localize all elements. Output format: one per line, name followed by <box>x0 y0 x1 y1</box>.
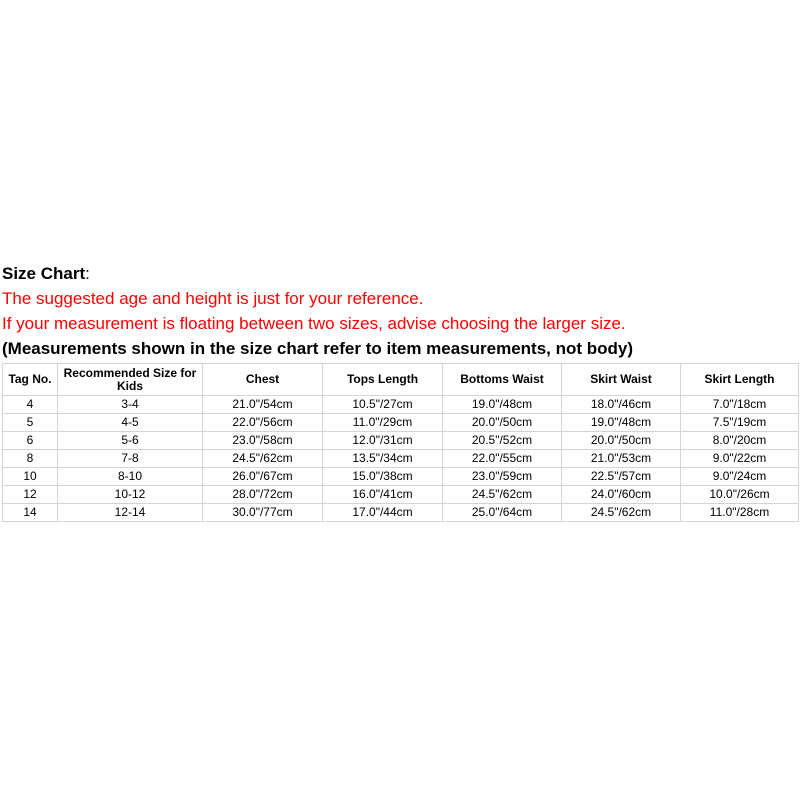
cell-tops-length: 10.5"/27cm <box>323 396 443 414</box>
cell-chest: 21.0"/54cm <box>203 396 323 414</box>
cell-tops-length: 15.0"/38cm <box>323 468 443 486</box>
cell-tops-length: 16.0"/41cm <box>323 486 443 504</box>
cell-recommended-size: 8-10 <box>58 468 203 486</box>
cell-skirt-length: 10.0"/26cm <box>681 486 799 504</box>
cell-skirt-waist: 22.5"/57cm <box>562 468 681 486</box>
cell-skirt-length: 8.0"/20cm <box>681 432 799 450</box>
cell-skirt-waist: 24.5"/62cm <box>562 504 681 522</box>
cell-skirt-waist: 19.0"/48cm <box>562 414 681 432</box>
cell-tag-no: 6 <box>3 432 58 450</box>
cell-skirt-length: 9.0"/24cm <box>681 468 799 486</box>
cell-tag-no: 5 <box>3 414 58 432</box>
table-row <box>3 504 799 522</box>
cell-recommended-size: 3-4 <box>58 396 203 414</box>
table-row <box>3 396 799 414</box>
cell-bottoms-waist: 25.0"/64cm <box>443 504 562 522</box>
cell-recommended-size: 4-5 <box>58 414 203 432</box>
cell-recommended-size: 12-14 <box>58 504 203 522</box>
cell-chest: 26.0"/67cm <box>203 468 323 486</box>
cell-tag-no: 8 <box>3 450 58 468</box>
table-row <box>3 468 799 486</box>
header-skirt-waist: Skirt Waist <box>562 364 681 396</box>
cell-tag-no: 14 <box>3 504 58 522</box>
cell-skirt-waist: 18.0"/46cm <box>562 396 681 414</box>
cell-bottoms-waist: 22.0"/55cm <box>443 450 562 468</box>
cell-recommended-size: 7-8 <box>58 450 203 468</box>
table-row <box>3 432 799 450</box>
measurement-note: (Measurements shown in the size chart refer to item measurements, not body) <box>2 339 634 358</box>
table-row <box>3 450 799 468</box>
cell-bottoms-waist: 20.5"/52cm <box>443 432 562 450</box>
cell-skirt-waist: 20.0"/50cm <box>562 432 681 450</box>
cell-chest: 23.0"/58cm <box>203 432 323 450</box>
cell-recommended-size: 10-12 <box>58 486 203 504</box>
cell-skirt-length: 7.5"/19cm <box>681 414 799 432</box>
cell-skirt-length: 9.0"/22cm <box>681 450 799 468</box>
size-chart-title-colon: : <box>85 264 90 283</box>
cell-skirt-length: 11.0"/28cm <box>681 504 799 522</box>
header-chest: Chest <box>203 364 323 396</box>
cell-tops-length: 11.0"/29cm <box>323 414 443 432</box>
size-chart-heading <box>2 261 798 286</box>
table-row <box>3 414 799 432</box>
cell-tops-length: 12.0"/31cm <box>323 432 443 450</box>
size-chart-section <box>2 261 798 522</box>
sizing-advice-note: If your measurement is floating between two sizes, advise choosing the larger size. <box>2 314 626 333</box>
cell-bottoms-waist: 19.0"/48cm <box>443 396 562 414</box>
cell-tops-length: 17.0"/44cm <box>323 504 443 522</box>
cell-tag-no: 12 <box>3 486 58 504</box>
header-tops-length: Tops Length <box>323 364 443 396</box>
cell-recommended-size: 5-6 <box>58 432 203 450</box>
cell-skirt-waist: 24.0"/60cm <box>562 486 681 504</box>
cell-bottoms-waist: 20.0"/50cm <box>443 414 562 432</box>
header-recommended-size: Recommended Size for Kids <box>58 364 203 396</box>
cell-tag-no: 10 <box>3 468 58 486</box>
header-bottoms-waist: Bottoms Waist <box>443 364 562 396</box>
cell-skirt-waist: 21.0"/53cm <box>562 450 681 468</box>
size-chart-title: Size Chart <box>2 264 86 283</box>
cell-chest: 24.5"/62cm <box>203 450 323 468</box>
header-skirt-length: Skirt Length <box>681 364 799 396</box>
cell-chest: 30.0"/77cm <box>203 504 323 522</box>
cell-bottoms-waist: 23.0"/59cm <box>443 468 562 486</box>
header-tag-no: Tag No. <box>3 364 58 396</box>
table-row <box>3 486 799 504</box>
table-header-row <box>3 364 799 396</box>
cell-chest: 28.0"/72cm <box>203 486 323 504</box>
cell-tag-no: 4 <box>3 396 58 414</box>
cell-skirt-length: 7.0"/18cm <box>681 396 799 414</box>
reference-note: The suggested age and height is just for your reference. <box>2 289 424 308</box>
size-table <box>2 363 799 522</box>
cell-chest: 22.0"/56cm <box>203 414 323 432</box>
cell-bottoms-waist: 24.5"/62cm <box>443 486 562 504</box>
cell-tops-length: 13.5"/34cm <box>323 450 443 468</box>
